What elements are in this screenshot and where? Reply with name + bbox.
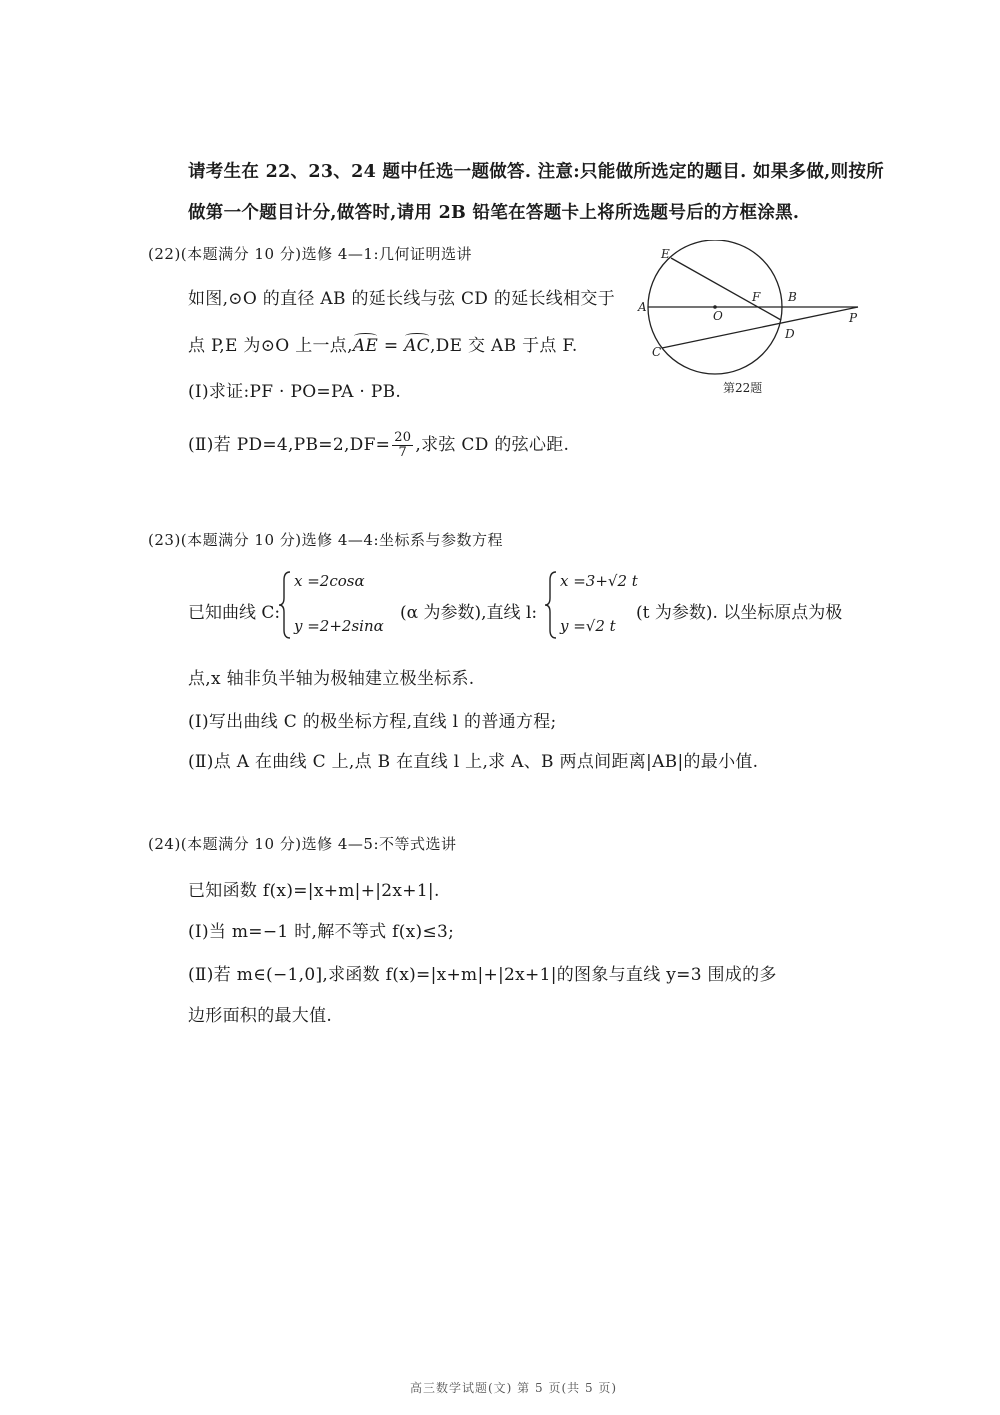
instructions-line-1: 请考生在 22、23、24 题中任选一题做答. 注意:只能做所选定的题目. 如果多做,则按所 — [188, 162, 884, 182]
curve-y-equation: y =2+2sinα — [294, 617, 384, 635]
q23-part-2: (Ⅱ)点 A 在曲线 C 上,点 B 在直线 l 上,求 A、B 两点间距离|AB|的最小值. — [188, 752, 759, 772]
chord-ed — [671, 258, 781, 320]
q24-part-1: (Ⅰ)当 m=−1 时,解不等式 f(x)≤3; — [188, 922, 455, 942]
brace-curve — [278, 570, 292, 640]
q24-header: (24)(本题满分 10 分)选修 4—5:不等式选讲 — [148, 835, 457, 853]
q23-param-2: (t 为参数). 以坐标原点为极 — [636, 603, 843, 623]
q22-body-line-2-b: ,DE 交 AB 于点 F. — [429, 336, 578, 356]
q22-part-2 — [188, 430, 569, 460]
fraction-denominator: 7 — [398, 445, 408, 460]
q22-header: (22)(本题满分 10 分)选修 4—1:几何证明选讲 — [148, 245, 473, 263]
line-x-equation: x =3+√2 t — [560, 572, 638, 590]
line-cp — [662, 307, 858, 348]
figure-caption: 第22题 — [723, 381, 763, 395]
page-footer: 高三数学试题(文) 第 5 页(共 5 页) — [410, 1381, 618, 1395]
instructions-line-2: 做第一个题目计分,做答时,请用 2B 铅笔在答题卡上将所选题号后的方框涂黑. — [188, 203, 800, 223]
fraction-20-7 — [392, 431, 413, 460]
q22-part-2-b: ,求弦 CD 的弦心距. — [415, 435, 570, 455]
q22-body-line-2 — [188, 331, 578, 356]
q23-line-2: 点,x 轴非负半轴为极轴建立极坐标系. — [188, 669, 475, 689]
q22-body-line-2-a: 点 P,E 为⊙O 上一点, — [188, 336, 353, 356]
q24-intro: 已知函数 f(x)=|x+m|+|2x+1|. — [188, 881, 440, 901]
label-c: C — [652, 345, 662, 359]
q22-part-2-a: (Ⅱ)若 PD=4,PB=2,DF= — [188, 435, 391, 455]
label-f: F — [752, 290, 761, 304]
q22-geometry-figure — [635, 240, 870, 400]
line-y-equation: y =√2 t — [560, 617, 616, 635]
arc-ac: AC — [404, 336, 430, 356]
q23-intro: 已知曲线 C: — [188, 603, 281, 623]
label-b: B — [788, 290, 797, 304]
curve-x-equation: x =2cosα — [294, 572, 365, 590]
q23-header: (23)(本题满分 10 分)选修 4—4:坐标系与参数方程 — [148, 531, 504, 549]
q23-part-1: (Ⅰ)写出曲线 C 的极坐标方程,直线 l 的普通方程; — [188, 712, 557, 732]
label-a: A — [638, 300, 647, 314]
q22-body-line-1: 如图,⊙O 的直径 AB 的延长线与弦 CD 的延长线相交于 — [188, 289, 616, 309]
arc-ae: AE — [352, 336, 379, 356]
q22-part-1: (Ⅰ)求证:PF · PO=PA · PB. — [188, 382, 402, 402]
q23-param-1: (α 为参数),直线 l: — [400, 603, 538, 623]
label-p: P — [849, 311, 858, 325]
brace-line — [544, 570, 558, 640]
label-d: D — [785, 327, 795, 341]
q24-part-2-line-1: (Ⅱ)若 m∈(−1,0],求函数 f(x)=|x+m|+|2x+1|的图象与直线 y=3 围成的多 — [188, 965, 777, 985]
q24-part-2-line-2: 边形面积的最大值. — [188, 1006, 333, 1026]
label-o: O — [713, 309, 723, 323]
arc-equals: = — [378, 336, 405, 356]
fraction-numerator: 20 — [394, 430, 412, 445]
label-e: E — [661, 247, 670, 261]
